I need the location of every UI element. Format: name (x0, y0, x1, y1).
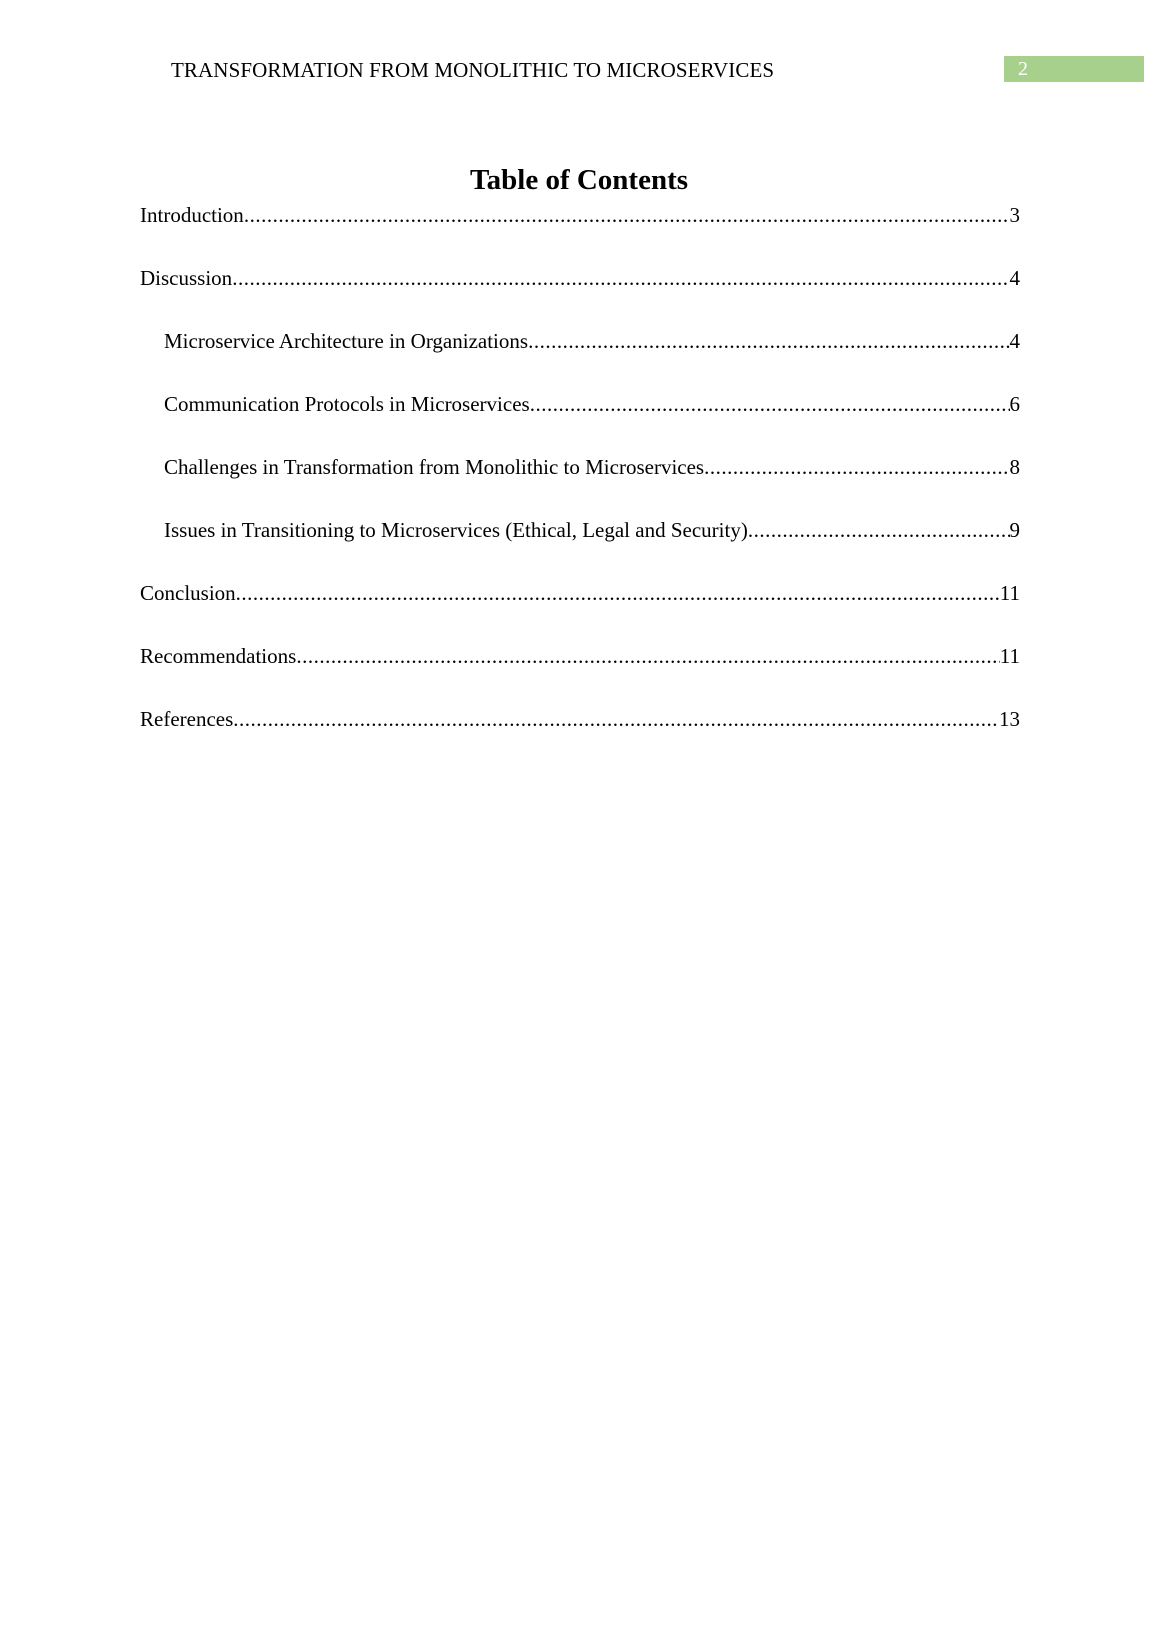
toc-entry-label: Issues in Transitioning to Microservices (Ethical, Legal and Security) (164, 518, 748, 542)
toc-entry-page: 4 (1009, 266, 1020, 290)
toc-entry-label: Communication Protocols in Microservices (164, 392, 530, 416)
toc-entry-label: Conclusion (140, 581, 236, 605)
toc-entry-discussion[interactable] (140, 263, 1020, 293)
toc-dot-leader (244, 200, 1010, 230)
toc-entry-label: Introduction (140, 203, 244, 227)
toc-dot-leader (236, 578, 1000, 608)
toc-entry-issues-transitioning[interactable] (164, 515, 1020, 545)
toc-entry-label: Recommendations (140, 644, 297, 668)
toc-entry-recommendations[interactable] (140, 641, 1020, 671)
toc-entry-microservice-architecture[interactable] (164, 326, 1020, 356)
toc-entry-communication-protocols[interactable] (164, 389, 1020, 419)
toc-dot-leader (528, 326, 1009, 356)
toc-dot-leader (233, 704, 999, 734)
toc-dot-leader (530, 389, 1010, 419)
toc-heading: Table of Contents (469, 164, 689, 196)
toc-entry-page: 11 (999, 644, 1020, 668)
toc-entry-page: 4 (1009, 329, 1020, 353)
toc-entry-page: 6 (1009, 392, 1020, 416)
toc-dot-leader (296, 641, 999, 671)
toc-entry-introduction[interactable] (140, 200, 1020, 230)
running-header-title: TRANSFORMATION FROM MONOLITHIC TO MICROSERVICES (171, 58, 775, 82)
toc-entry-page: 3 (1009, 203, 1020, 227)
toc-entry-label: Challenges in Transformation from Monolithic to Microservices (164, 455, 705, 479)
toc-dot-leader (232, 263, 1009, 293)
toc-entry-page: 8 (1009, 455, 1020, 479)
toc-dot-leader (748, 515, 1010, 545)
toc-entry-challenges[interactable] (164, 452, 1020, 482)
page-number-badge: 2 (1004, 56, 1144, 82)
toc-entry-conclusion[interactable] (140, 578, 1020, 608)
toc-entry-references[interactable] (140, 704, 1020, 734)
toc-entry-page: 11 (999, 581, 1020, 605)
toc-entry-page: 9 (1009, 518, 1020, 542)
toc-entry-label: References (140, 707, 234, 731)
toc-entry-label: Discussion (140, 266, 233, 290)
toc-entry-page: 13 (999, 707, 1020, 731)
toc-dot-leader (704, 452, 1009, 482)
toc-entry-label: Microservice Architecture in Organizations (164, 329, 529, 353)
